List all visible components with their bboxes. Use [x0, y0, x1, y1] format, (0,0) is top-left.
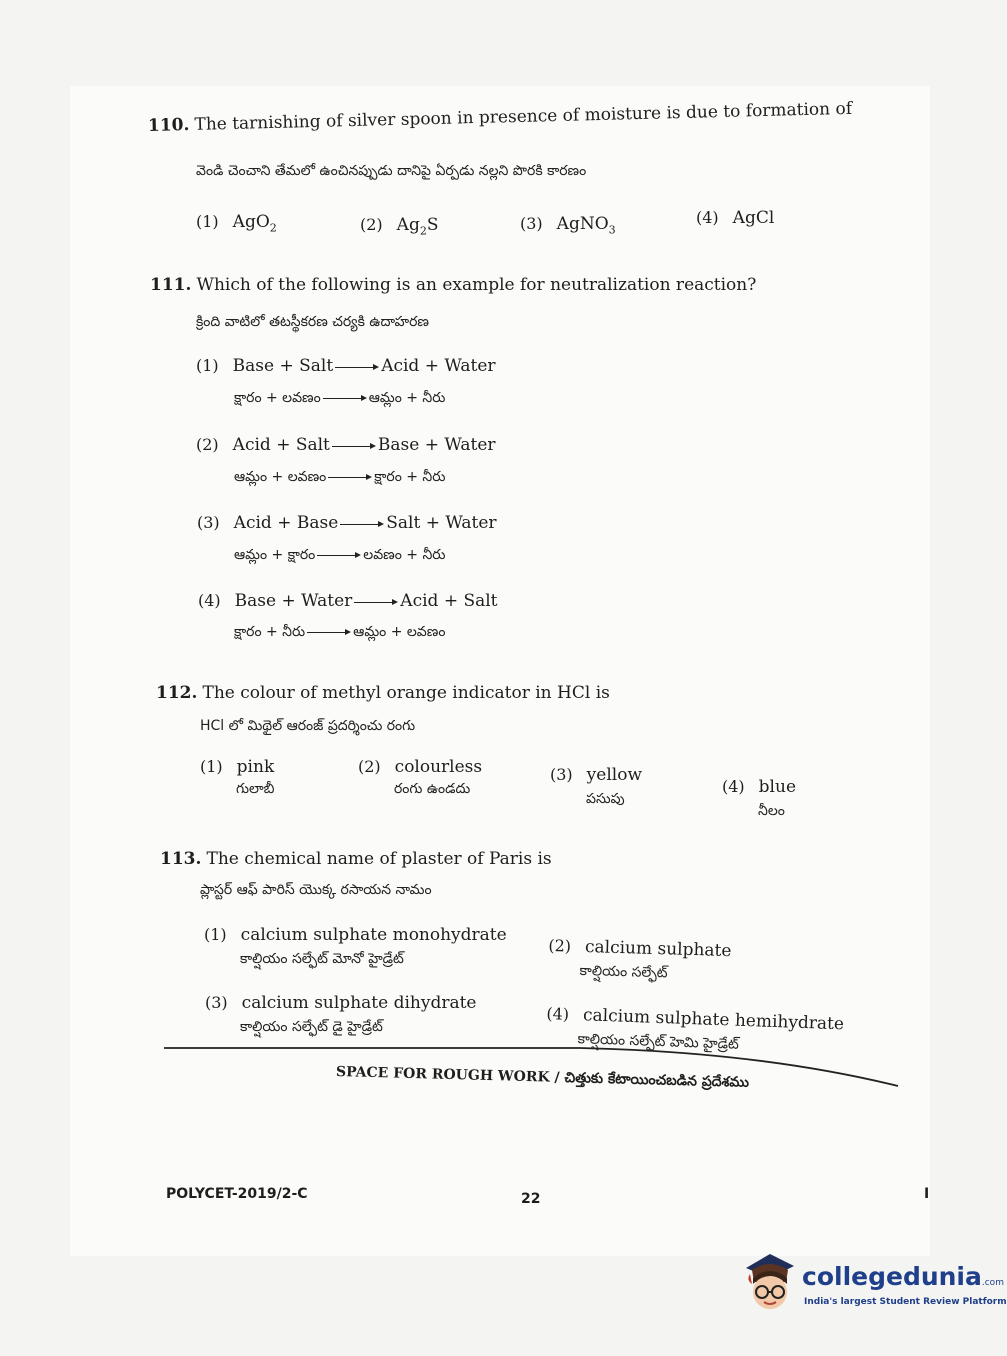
mascot-icon [742, 1250, 798, 1316]
logo-suffix: .com [981, 1278, 1004, 1288]
arrow-icon [317, 550, 361, 560]
question-111-telugu: క్రింది వాటిలో తటస్థీకరణ చర్యకి ఉదాహరణ [196, 314, 429, 330]
q110-option-4: (4) AgCl [696, 208, 775, 228]
q110-option-1: (1) AgO$_2$ [196, 212, 277, 235]
question-number: 112. [156, 683, 198, 703]
question-text: The colour of methyl orange indicator in HCl is [202, 683, 610, 703]
question-number: 110. [147, 114, 190, 136]
q113-option-3: (3) calcium sulphate dihydrate కాల్షియం సల్ఫేట్ డై హైడ్రేట్ [205, 993, 477, 1035]
arrow-icon [354, 597, 398, 607]
q113-option-2: (2) calcium sulphate కాల్షియం సల్ఫేట్ [548, 936, 732, 982]
arrow-icon [340, 519, 384, 529]
q112-option-2: (2) colourless రంగు ఉండదు [358, 757, 483, 797]
collegedunia-logo [742, 1250, 1007, 1320]
q111-option-2: (2) Acid + Salt Base + Water [196, 435, 496, 455]
q111-option-3-telugu: ఆమ్లం + క్షారం లవణం + నీరు [234, 547, 446, 563]
question-110-telugu: వెండి చెంచాని తేమలో ఉంచినప్పుడు దానిపై ఏర్పడు నల్లని పొరకి కారణం [196, 163, 587, 179]
question-113-telugu: ప్లాస్టర్ ఆఫ్ పారిస్ యొక్క రసాయన నామం [200, 882, 432, 898]
q112-option-4: (4) blue నీలం [722, 777, 797, 819]
question-112 [156, 683, 610, 703]
logo-name: collegedunia [802, 1262, 982, 1291]
question-112-telugu: HCl లో మిథైల్ ఆరంజ్ ప్రదర్శించు రంగు [200, 718, 416, 734]
arrow-icon [335, 362, 379, 372]
question-111 [150, 275, 756, 295]
q111-option-3: (3) Acid + Base Salt + Water [197, 513, 497, 533]
q111-option-2-telugu: ఆమ్లం + లవణం క్షారం + నీరు [234, 469, 446, 485]
question-text: Which of the following is an example for neutralization reaction? [196, 275, 757, 295]
arrow-icon [332, 441, 376, 451]
q113-option-1: (1) calcium sulphate monohydrate కాల్షియం సల్ఫేట్ మోనో హైడ్రేట్ [204, 925, 507, 967]
arrow-icon [323, 393, 367, 403]
question-text: The chemical name of plaster of Paris is [206, 849, 552, 869]
page-number: 22 [521, 1191, 541, 1207]
q113-option-4: (4) calcium sulphate hemihydrate కాల్షియం సల్ఫేట్ హెమి హైడ్రేట్ [546, 1004, 845, 1053]
q111-option-1-telugu: క్షారం + లవణం ఆమ్లం + నీరు [234, 390, 446, 406]
q110-option-3: (3) AgNO$_3$ [520, 214, 616, 237]
exam-code: POLYCET-2019/2-C [166, 1186, 308, 1202]
q112-option-3: (3) yellow పసుపు [550, 765, 642, 807]
q112-option-1: (1) pink గులాబీ [200, 757, 275, 797]
margin-mark: I [924, 1186, 930, 1202]
question-text: The tarnishing of silver spoon in presence of moisture is due to formation of [194, 98, 853, 135]
question-113 [160, 849, 552, 869]
question-number: 111. [150, 275, 192, 295]
arrow-icon [307, 627, 351, 637]
rough-work-label: SPACE FOR ROUGH WORK / చిత్తుకు కేటాయించబడిన ప్రదేశము [335, 1064, 750, 1091]
logo-tagline: India's largest Student Review Platform [804, 1297, 1007, 1307]
question-number: 113. [160, 849, 202, 869]
arrow-icon [328, 472, 372, 482]
q111-option-1: (1) Base + Salt Acid + Water [196, 356, 496, 376]
q111-option-4: (4) Base + Water Acid + Salt [198, 591, 498, 611]
q110-option-2: (2) $Ag_2S$ [360, 215, 439, 238]
q111-option-4-telugu: క్షారం + నీరు ఆమ్లం + లవణం [234, 624, 446, 640]
